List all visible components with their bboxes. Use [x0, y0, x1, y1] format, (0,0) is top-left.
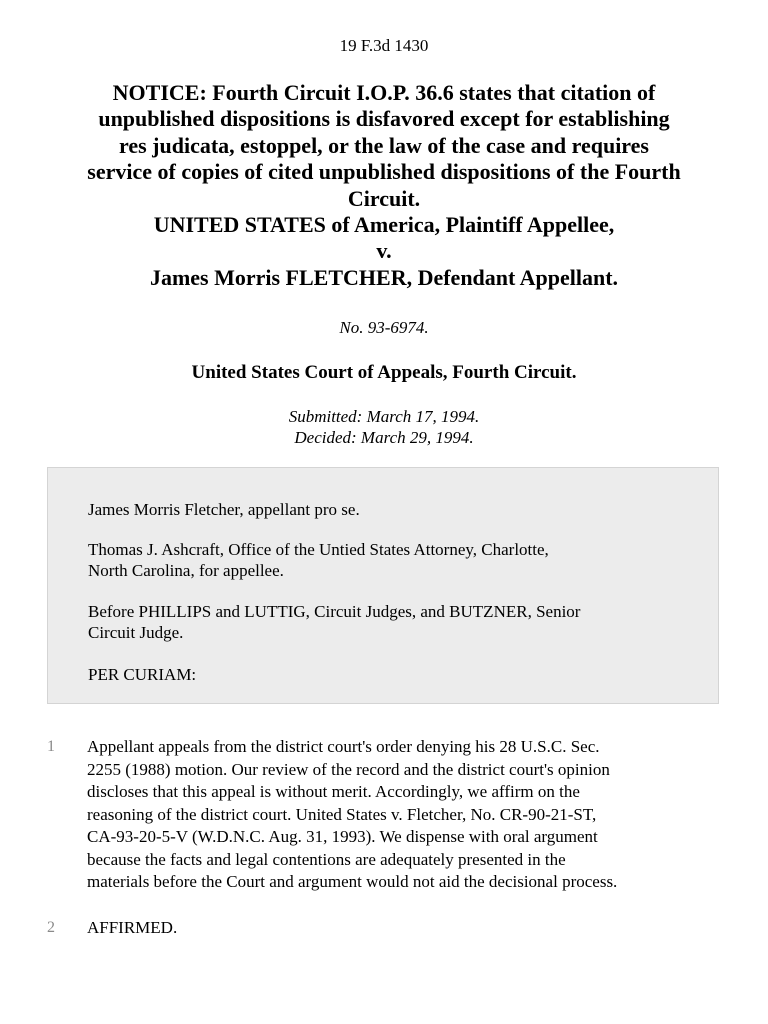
disposition: AFFIRMED. [87, 918, 178, 937]
paragraph-line: reasoning of the district court. United States v. Fletcher, No. CR-90-21-ST, [87, 804, 597, 824]
paragraph-text [87, 736, 717, 894]
docket-number: No. 93-6974. [339, 318, 429, 337]
notice-line: Circuit. [347, 185, 421, 211]
notice-line: NOTICE: Fourth Circuit I.O.P. 36.6 states that citation of [112, 80, 656, 105]
plaintiff-party: UNITED STATES of America, Plaintiff Appellee, [153, 212, 615, 238]
paragraph-line: 2255 (1988) motion. Our review of the record and the district court's opinion [87, 759, 610, 779]
notice-line: res judicata, estoppel, or the law of the case and requires [118, 132, 649, 158]
notice-line: unpublished dispositions is disfavored except for establishing [98, 106, 670, 132]
paragraph-line: CA-93-20-5-V (W.D.N.C. Aug. 31, 1993). We dispense with oral argument [87, 827, 598, 846]
court-name: United States Court of Appeals, Fourth Circuit. [191, 362, 577, 383]
paragraph-number: 1 [47, 738, 55, 755]
versus: v. [376, 238, 392, 264]
notice-line: service of copies of cited unpublished dispositions of the Fourth [87, 159, 681, 185]
panel-judges-line: Before PHILLIPS and LUTTIG, Circuit Judges, and BUTZNER, Senior [88, 602, 581, 621]
paragraph-number: 2 [47, 919, 55, 936]
panel-judges [88, 601, 688, 643]
decided-date: Decided: March 29, 1994. [294, 428, 474, 447]
appellant-counsel: James Morris Fletcher, appellant pro se. [88, 500, 360, 519]
paragraph-line: Appellant appeals from the district court's order denying his 28 U.S.C. Sec. [87, 737, 600, 756]
appellee-counsel [88, 539, 688, 581]
reporter-citation: 19 F.3d 1430 [339, 36, 429, 55]
case-dates [0, 406, 768, 448]
paragraph-line: because the facts and legal contentions are adequately presented in the [87, 849, 566, 869]
paragraph-line: materials before the Court and argument would not aid the decisional process. [87, 872, 618, 891]
appellee-counsel-line: North Carolina, for appellee. [88, 561, 284, 580]
panel-judges-line: Circuit Judge. [88, 623, 184, 642]
paragraph-text [87, 917, 717, 940]
case-heading [30, 80, 738, 291]
per-curiam: PER CURIAM: [88, 665, 197, 684]
counsel-box [47, 467, 719, 704]
submitted-date: Submitted: March 17, 1994. [288, 407, 480, 426]
appellee-counsel-line: Thomas J. Ashcraft, Office of the Untied States Attorney, Charlotte, [88, 540, 549, 559]
defendant-party: James Morris FLETCHER, Defendant Appellant. [149, 264, 619, 290]
paragraph-line: discloses that this appeal is without merit. Accordingly, we affirm on the [87, 782, 580, 801]
